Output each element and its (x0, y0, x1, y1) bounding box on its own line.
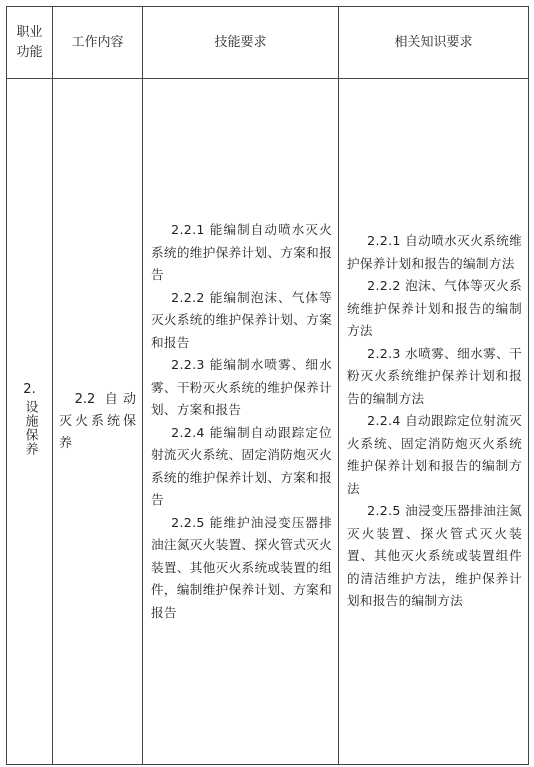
header-function: 职业功能 (7, 7, 53, 79)
knowledge-item: 2.2.4 自动跟踪定位射流灭火系统、固定消防炮灭火系统维护保养计划和报告的编制方法 (347, 413, 522, 496)
skill-item: 2.2.1 能编制自动喷水灭火系统的维护保养计划、方案和报告 (151, 222, 332, 282)
work-content-text: 2.2 自动灭火系统保养 (59, 391, 136, 451)
work-content-cell (53, 79, 143, 765)
header-row (7, 7, 529, 79)
function-number: 2. (23, 382, 36, 397)
knowledge-cell (339, 79, 529, 765)
knowledge-item: 2.2.2 泡沫、气体等灭火系统维护保养计划和报告的编制方法 (347, 278, 522, 339)
knowledge-item: 2.2.3 水喷雾、细水雾、干粉灭火系统维护保养计划和报告的编制方法 (347, 345, 522, 406)
function-cell (7, 79, 53, 765)
knowledge-item: 2.2.5 油浸变压器排油注氮灭火装置、探火管式灭火装置、其他灭火系统或装置组件的清洁维护方法，维护保养计划和报告的编制方法 (347, 503, 522, 609)
skills-cell (143, 79, 339, 765)
skill-item: 2.2.5 能维护油浸变压器排油注氮灭火装置、探火管式灭火装置、其他灭火系统或装置的组件，编制维护保养计划、方案和报告 (151, 514, 332, 620)
header-knowledge: 相关知识要求 (339, 7, 529, 79)
knowledge-item: 2.2.1 自动喷水灭火系统维护保养计划和报告的编制方法 (347, 233, 522, 271)
function-name: 设施保养 (22, 400, 38, 456)
header-skills: 技能要求 (143, 7, 339, 79)
competency-table (6, 6, 529, 765)
header-work-content: 工作内容 (53, 7, 143, 79)
table-row (7, 79, 529, 765)
skill-item: 2.2.2 能编制泡沫、气体等灭火系统的维护保养计划、方案和报告 (151, 289, 332, 350)
skill-item: 2.2.4 能编制自动跟踪定位射流灭火系统、固定消防炮灭火系统的维护保养计划、方案和报告 (151, 424, 332, 507)
skill-item: 2.2.3 能编制水喷雾、细水雾、干粉灭火系统的维护保养计划、方案和报告 (151, 357, 332, 417)
